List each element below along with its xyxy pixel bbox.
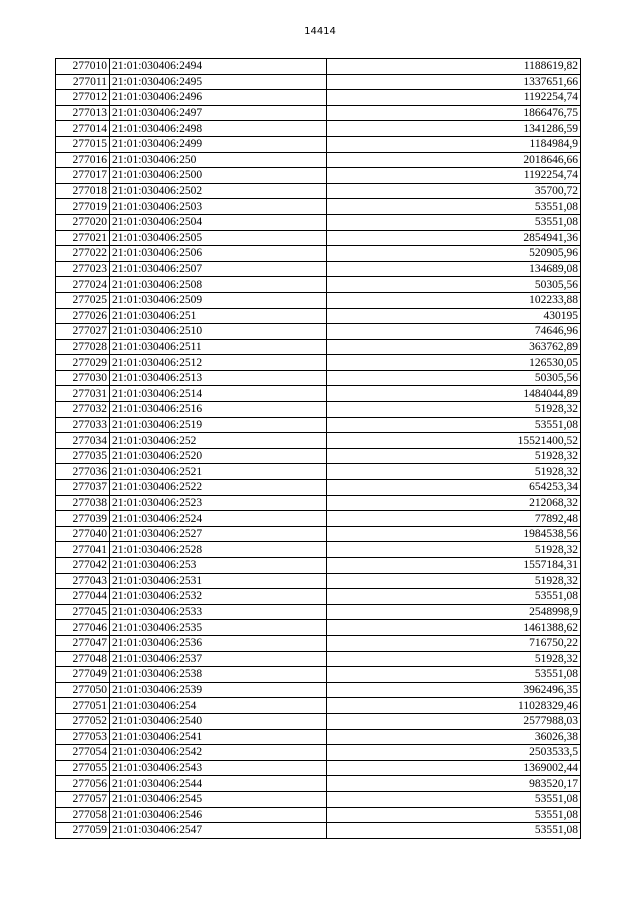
cadastral-number-cell: 21:01:030406:2504 <box>110 214 327 230</box>
table-row <box>56 168 581 184</box>
cadastral-number-cell: 21:01:030406:2514 <box>110 386 327 402</box>
cadastral-number-cell: 21:01:030406:2537 <box>110 651 327 667</box>
cadastral-number-cell: 21:01:030406:2546 <box>110 807 327 823</box>
table-row <box>56 59 581 75</box>
cadastral-number-cell: 21:01:030406:2536 <box>110 635 327 651</box>
table-row <box>56 604 581 620</box>
table-row <box>56 698 581 714</box>
row-number-cell: 277019 <box>56 199 110 215</box>
value-cell: 2548998,9 <box>327 604 581 620</box>
value-cell: 1341286,59 <box>327 121 581 137</box>
cadastral-number-cell: 21:01:030406:2524 <box>110 511 327 527</box>
value-cell: 53551,08 <box>327 417 581 433</box>
row-number-cell: 277047 <box>56 635 110 651</box>
row-number-cell: 277029 <box>56 355 110 371</box>
row-number-cell: 277026 <box>56 308 110 324</box>
value-cell: 1184984,9 <box>327 136 581 152</box>
row-number-cell: 277052 <box>56 713 110 729</box>
cadastral-number-cell: 21:01:030406:2535 <box>110 620 327 636</box>
table-row <box>56 495 581 511</box>
value-cell: 983520,17 <box>327 776 581 792</box>
table-row <box>56 464 581 480</box>
row-number-cell: 277056 <box>56 776 110 792</box>
row-number-cell: 277058 <box>56 807 110 823</box>
row-number-cell: 277053 <box>56 729 110 745</box>
value-cell: 3962496,35 <box>327 682 581 698</box>
value-cell: 363762,89 <box>327 339 581 355</box>
cadastral-number-cell: 21:01:030406:2520 <box>110 448 327 464</box>
cadastral-number-cell: 21:01:030406:2547 <box>110 823 327 839</box>
table-row <box>56 807 581 823</box>
registry-table <box>55 58 581 839</box>
row-number-cell: 277041 <box>56 542 110 558</box>
row-number-cell: 277024 <box>56 277 110 293</box>
cadastral-number-cell: 21:01:030406:251 <box>110 308 327 324</box>
row-number-cell: 277043 <box>56 573 110 589</box>
row-number-cell: 277059 <box>56 823 110 839</box>
table-row <box>56 355 581 371</box>
row-number-cell: 277025 <box>56 292 110 308</box>
value-cell: 2503533,5 <box>327 745 581 761</box>
row-number-cell: 277046 <box>56 620 110 636</box>
row-number-cell: 277055 <box>56 760 110 776</box>
table-row <box>56 823 581 839</box>
cadastral-number-cell: 21:01:030406:2507 <box>110 261 327 277</box>
page-number: 14414 <box>304 26 336 37</box>
table-row <box>56 573 581 589</box>
table-row <box>56 402 581 418</box>
table-row <box>56 183 581 199</box>
row-number-cell: 277015 <box>56 136 110 152</box>
value-cell: 212068,32 <box>327 495 581 511</box>
row-number-cell: 277036 <box>56 464 110 480</box>
cadastral-number-cell: 21:01:030406:2519 <box>110 417 327 433</box>
row-number-cell: 277028 <box>56 339 110 355</box>
table-row <box>56 105 581 121</box>
table-row <box>56 90 581 106</box>
table-row <box>56 199 581 215</box>
value-cell: 53551,08 <box>327 589 581 605</box>
cadastral-number-cell: 21:01:030406:2506 <box>110 246 327 262</box>
row-number-cell: 277040 <box>56 526 110 542</box>
table-row <box>56 791 581 807</box>
table-row <box>56 121 581 137</box>
value-cell: 1192254,74 <box>327 90 581 106</box>
table-row <box>56 277 581 293</box>
cadastral-number-cell: 21:01:030406:2494 <box>110 59 327 75</box>
cadastral-number-cell: 21:01:030406:2523 <box>110 495 327 511</box>
table-row <box>56 324 581 340</box>
cadastral-number-cell: 21:01:030406:2513 <box>110 370 327 386</box>
value-cell: 102233,88 <box>327 292 581 308</box>
row-number-cell: 277030 <box>56 370 110 386</box>
value-cell: 50305,56 <box>327 370 581 386</box>
row-number-cell: 277031 <box>56 386 110 402</box>
cadastral-number-cell: 21:01:030406:2531 <box>110 573 327 589</box>
cadastral-number-cell: 21:01:030406:253 <box>110 558 327 574</box>
cadastral-number-cell: 21:01:030406:2505 <box>110 230 327 246</box>
row-number-cell: 277051 <box>56 698 110 714</box>
table-row <box>56 433 581 449</box>
value-cell: 36026,38 <box>327 729 581 745</box>
row-number-cell: 277054 <box>56 745 110 761</box>
value-cell: 430195 <box>327 308 581 324</box>
cadastral-number-cell: 21:01:030406:2532 <box>110 589 327 605</box>
value-cell: 126530,05 <box>327 355 581 371</box>
value-cell: 53551,08 <box>327 214 581 230</box>
row-number-cell: 277042 <box>56 558 110 574</box>
value-cell: 1192254,74 <box>327 168 581 184</box>
row-number-cell: 277027 <box>56 324 110 340</box>
table-row <box>56 542 581 558</box>
value-cell: 15521400,52 <box>327 433 581 449</box>
value-cell: 1461388,62 <box>327 620 581 636</box>
row-number-cell: 277013 <box>56 105 110 121</box>
table-row <box>56 745 581 761</box>
value-cell: 2577988,03 <box>327 713 581 729</box>
value-cell: 11028329,46 <box>327 698 581 714</box>
value-cell: 53551,08 <box>327 807 581 823</box>
value-cell: 50305,56 <box>327 277 581 293</box>
cadastral-number-cell: 21:01:030406:2498 <box>110 121 327 137</box>
row-number-cell: 277032 <box>56 402 110 418</box>
value-cell: 53551,08 <box>327 791 581 807</box>
row-number-cell: 277022 <box>56 246 110 262</box>
cadastral-number-cell: 21:01:030406:2539 <box>110 682 327 698</box>
value-cell: 51928,32 <box>327 651 581 667</box>
table-row <box>56 339 581 355</box>
table-row <box>56 651 581 667</box>
row-number-cell: 277033 <box>56 417 110 433</box>
cadastral-number-cell: 21:01:030406:2543 <box>110 760 327 776</box>
table-row <box>56 480 581 496</box>
row-number-cell: 277038 <box>56 495 110 511</box>
table-row <box>56 308 581 324</box>
row-number-cell: 277021 <box>56 230 110 246</box>
cadastral-number-cell: 21:01:030406:2512 <box>110 355 327 371</box>
cadastral-number-cell: 21:01:030406:2528 <box>110 542 327 558</box>
value-cell: 716750,22 <box>327 635 581 651</box>
table-row <box>56 558 581 574</box>
table-row <box>56 713 581 729</box>
cadastral-number-cell: 21:01:030406:2499 <box>110 136 327 152</box>
table-row <box>56 776 581 792</box>
table-row <box>56 729 581 745</box>
value-cell: 1484044,89 <box>327 386 581 402</box>
cadastral-number-cell: 21:01:030406:2510 <box>110 324 327 340</box>
table-row <box>56 136 581 152</box>
value-cell: 2018646,66 <box>327 152 581 168</box>
cadastral-number-cell: 21:01:030406:2495 <box>110 74 327 90</box>
value-cell: 520905,96 <box>327 246 581 262</box>
table-row <box>56 511 581 527</box>
table-row <box>56 635 581 651</box>
value-cell: 1337651,66 <box>327 74 581 90</box>
row-number-cell: 277044 <box>56 589 110 605</box>
table-row <box>56 448 581 464</box>
cadastral-number-cell: 21:01:030406:2533 <box>110 604 327 620</box>
row-number-cell: 277014 <box>56 121 110 137</box>
row-number-cell: 277020 <box>56 214 110 230</box>
table-row <box>56 682 581 698</box>
table-row <box>56 760 581 776</box>
row-number-cell: 277037 <box>56 480 110 496</box>
cadastral-number-cell: 21:01:030406:2522 <box>110 480 327 496</box>
cadastral-number-cell: 21:01:030406:254 <box>110 698 327 714</box>
row-number-cell: 277049 <box>56 667 110 683</box>
cadastral-number-cell: 21:01:030406:250 <box>110 152 327 168</box>
cadastral-number-cell: 21:01:030406:2540 <box>110 713 327 729</box>
table-row <box>56 214 581 230</box>
cadastral-number-cell: 21:01:030406:2508 <box>110 277 327 293</box>
table-row <box>56 417 581 433</box>
cadastral-number-cell: 21:01:030406:2503 <box>110 199 327 215</box>
value-cell: 51928,32 <box>327 542 581 558</box>
row-number-cell: 277034 <box>56 433 110 449</box>
row-number-cell: 277050 <box>56 682 110 698</box>
value-cell: 654253,34 <box>327 480 581 496</box>
table-row <box>56 292 581 308</box>
value-cell: 1369002,44 <box>327 760 581 776</box>
row-number-cell: 277016 <box>56 152 110 168</box>
cadastral-number-cell: 21:01:030406:2497 <box>110 105 327 121</box>
cadastral-number-cell: 21:01:030406:2527 <box>110 526 327 542</box>
row-number-cell: 277057 <box>56 791 110 807</box>
table-row <box>56 152 581 168</box>
table-row <box>56 526 581 542</box>
table-row <box>56 370 581 386</box>
row-number-cell: 277045 <box>56 604 110 620</box>
registry-table-body <box>56 59 581 839</box>
table-row <box>56 261 581 277</box>
value-cell: 51928,32 <box>327 464 581 480</box>
row-number-cell: 277012 <box>56 90 110 106</box>
row-number-cell: 277017 <box>56 168 110 184</box>
value-cell: 51928,32 <box>327 402 581 418</box>
cadastral-number-cell: 21:01:030406:2545 <box>110 791 327 807</box>
cadastral-number-cell: 21:01:030406:2544 <box>110 776 327 792</box>
cadastral-number-cell: 21:01:030406:252 <box>110 433 327 449</box>
cadastral-number-cell: 21:01:030406:2509 <box>110 292 327 308</box>
value-cell: 53551,08 <box>327 199 581 215</box>
value-cell: 51928,32 <box>327 573 581 589</box>
cadastral-number-cell: 21:01:030406:2502 <box>110 183 327 199</box>
row-number-cell: 277039 <box>56 511 110 527</box>
value-cell: 1557184,31 <box>327 558 581 574</box>
value-cell: 1188619,82 <box>327 59 581 75</box>
table-row <box>56 74 581 90</box>
cadastral-number-cell: 21:01:030406:2542 <box>110 745 327 761</box>
row-number-cell: 277048 <box>56 651 110 667</box>
value-cell: 74646,96 <box>327 324 581 340</box>
value-cell: 1984538,56 <box>327 526 581 542</box>
row-number-cell: 277023 <box>56 261 110 277</box>
row-number-cell: 277035 <box>56 448 110 464</box>
table-row <box>56 386 581 402</box>
value-cell: 35700,72 <box>327 183 581 199</box>
value-cell: 51928,32 <box>327 448 581 464</box>
row-number-cell: 277018 <box>56 183 110 199</box>
cadastral-number-cell: 21:01:030406:2538 <box>110 667 327 683</box>
value-cell: 77892,48 <box>327 511 581 527</box>
table-row <box>56 667 581 683</box>
row-number-cell: 277011 <box>56 74 110 90</box>
cadastral-number-cell: 21:01:030406:2541 <box>110 729 327 745</box>
value-cell: 2854941,36 <box>327 230 581 246</box>
cadastral-number-cell: 21:01:030406:2500 <box>110 168 327 184</box>
table-row <box>56 230 581 246</box>
cadastral-number-cell: 21:01:030406:2511 <box>110 339 327 355</box>
table-row <box>56 246 581 262</box>
value-cell: 53551,08 <box>327 667 581 683</box>
value-cell: 134689,08 <box>327 261 581 277</box>
value-cell: 53551,08 <box>327 823 581 839</box>
cadastral-number-cell: 21:01:030406:2521 <box>110 464 327 480</box>
row-number-cell: 277010 <box>56 59 110 75</box>
value-cell: 1866476,75 <box>327 105 581 121</box>
cadastral-number-cell: 21:01:030406:2496 <box>110 90 327 106</box>
cadastral-number-cell: 21:01:030406:2516 <box>110 402 327 418</box>
table-row <box>56 620 581 636</box>
table-row <box>56 589 581 605</box>
